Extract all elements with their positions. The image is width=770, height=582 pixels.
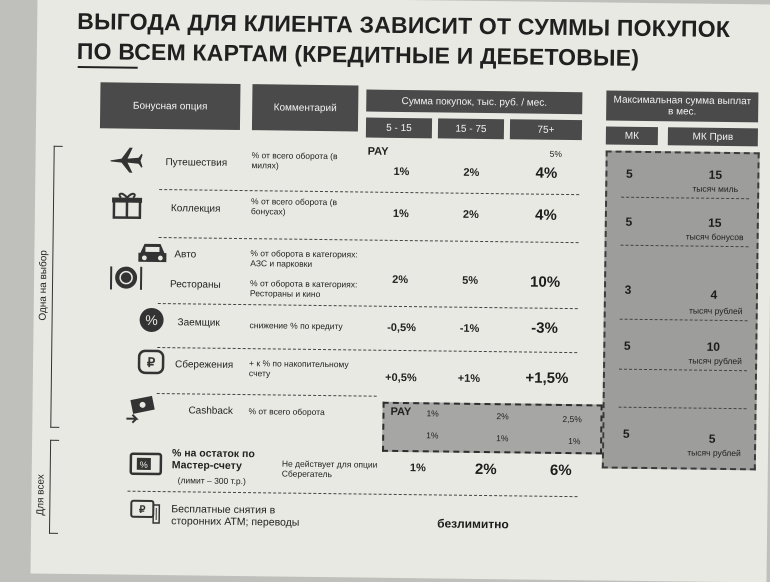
balance-v3: 6% — [538, 462, 584, 480]
borrower-max-priv: 10 — [693, 340, 733, 354]
savings-v2: +1% — [449, 373, 489, 385]
balance-v1: 1% — [398, 462, 438, 474]
savings-comment: + к % по накопительному счету — [249, 358, 359, 379]
savings-v1: +0,5% — [375, 372, 427, 385]
cashback-v3: 1% — [568, 436, 580, 446]
header-mk: МК — [606, 126, 658, 145]
row-divider — [159, 189, 579, 195]
travel-max-mk: 5 — [617, 167, 641, 181]
svg-text:%: % — [140, 460, 148, 470]
row-divider — [157, 393, 377, 397]
cash-icon — [122, 395, 158, 425]
cashback-v1: 1% — [426, 430, 438, 440]
collection-v3: 4% — [521, 206, 571, 224]
balance-note: (лимит – 300 т.р.) — [178, 475, 246, 486]
cashback-max-mk: 5 — [614, 427, 638, 441]
airplane-icon — [107, 144, 143, 174]
header-max-payout: Максимальная сумма выплат в мес. — [606, 90, 758, 122]
travel-pay-label: PAY — [368, 146, 389, 158]
atm-value: безлимитно — [437, 516, 509, 531]
title-line-2: ПО ВСЕМ КАРТАМ (КРЕДИТНЫЕ И ДЕБЕТОВЫЕ) — [77, 36, 640, 73]
travel-comment: % от всего оборота (в милях) — [251, 150, 351, 171]
balance-comment: Не действует для опции Сберегатель — [282, 459, 382, 480]
restaurants-name: Рестораны — [170, 279, 221, 292]
gift-icon — [109, 190, 145, 220]
header-range-2: 15 - 75 — [438, 118, 504, 139]
restaurants-max-mk: 3 — [616, 283, 640, 297]
travel-v3: 4% — [521, 164, 571, 182]
travel-v1: 1% — [381, 166, 421, 178]
svg-text:%: % — [145, 312, 158, 328]
card-icon — [128, 449, 164, 479]
collection-v1: 1% — [381, 208, 421, 220]
atm-icon — [127, 497, 163, 527]
header-mk-priv: МК Прив — [668, 127, 758, 146]
header-range-1: 5 - 15 — [366, 118, 432, 139]
borrower-max-unit: тысяч рублей — [675, 355, 755, 366]
borrower-comment: снижение % по кредиту — [249, 320, 359, 331]
travel-max-unit: тысяч миль — [675, 183, 755, 194]
balance-name: % на остаток по Мастер-счету — [172, 447, 268, 472]
savings-v3: +1,5% — [519, 369, 575, 387]
choose-one-label: Одна на выбор — [38, 250, 50, 321]
restaurants-comment: % от оборота в категориях: Рестораны и кино — [250, 278, 360, 299]
row-divider — [159, 237, 579, 243]
for-all-bracket — [49, 440, 59, 534]
atm-name: Бесплатные снятия в сторонних АТМ; переводы — [171, 503, 321, 529]
document-sheet — [30, 0, 770, 582]
percent-icon — [133, 305, 169, 335]
title-underline — [78, 66, 138, 69]
cashback-pay-label: PAY — [390, 406, 411, 418]
choose-one-bracket — [50, 146, 62, 428]
collection-max-mk: 5 — [617, 215, 641, 229]
title-line-1: ВЫГОДА ДЛЯ КЛИЕНТА ЗАВИСИТ ОТ СУММЫ ПОКУПОК — [77, 6, 730, 44]
svg-text:₽: ₽ — [147, 355, 156, 370]
travel-name: Путешествия — [165, 157, 227, 170]
cashback-comment: % от всего оборота — [248, 406, 338, 417]
cashback-pay-box — [382, 402, 603, 455]
collection-comment: % от всего оборота (в бонусах) — [251, 196, 351, 217]
cashback-max-unit: тысяч рублей — [674, 447, 754, 458]
row-divider — [158, 303, 578, 309]
borrower-v3: -3% — [519, 319, 569, 337]
balance-v2: 2% — [466, 461, 506, 478]
travel-max-priv: 15 — [695, 168, 735, 182]
travel-pay-pct: 5% — [550, 149, 562, 159]
savings-name: Сбережения — [175, 359, 233, 372]
auto-name: Авто — [174, 249, 196, 261]
header-bonus-option: Бонусная опция — [100, 82, 241, 130]
row-divider — [128, 491, 578, 497]
collection-v2: 2% — [451, 209, 491, 221]
cashback-v2: 1% — [496, 433, 508, 443]
restaurants-v2: 5% — [450, 275, 490, 287]
restaurants-v1: 2% — [380, 274, 420, 286]
cashback-name: Cashback — [188, 405, 233, 418]
auto-comment: % от оборота в категориях: АЗС и парковки — [250, 248, 360, 269]
restaurants-v3: 10% — [520, 273, 570, 291]
restaurants-max-priv: 4 — [694, 288, 734, 302]
piggy-bank-icon — [133, 347, 169, 377]
collection-max-priv: 15 — [695, 216, 735, 230]
row-divider — [157, 347, 577, 353]
restaurants-max-unit: тысяч рублей — [676, 305, 756, 316]
borrower-name: Заемщик — [177, 317, 219, 330]
borrower-v2: -1% — [449, 323, 489, 335]
cashback-pay-v1: 1% — [426, 408, 438, 418]
travel-v2: 2% — [451, 167, 491, 179]
plate-icon — [108, 262, 144, 292]
collection-max-unit: тысяч бонусов — [675, 231, 755, 242]
cashback-max-priv: 5 — [692, 432, 732, 446]
header-comment: Комментарий — [252, 84, 359, 131]
cashback-pay-v3: 2,5% — [562, 414, 581, 424]
for-all-label: Для всех — [35, 474, 47, 515]
cashback-pay-v2: 2% — [496, 411, 508, 421]
borrower-max-mk: 5 — [615, 339, 639, 353]
header-range-3: 75+ — [510, 119, 582, 140]
collection-name: Коллекция — [171, 203, 221, 216]
svg-text:₽: ₽ — [139, 505, 146, 516]
header-purchase-sum: Сумма покупок, тыс. руб. / мес. — [366, 90, 582, 115]
borrower-v1: -0,5% — [377, 322, 425, 335]
